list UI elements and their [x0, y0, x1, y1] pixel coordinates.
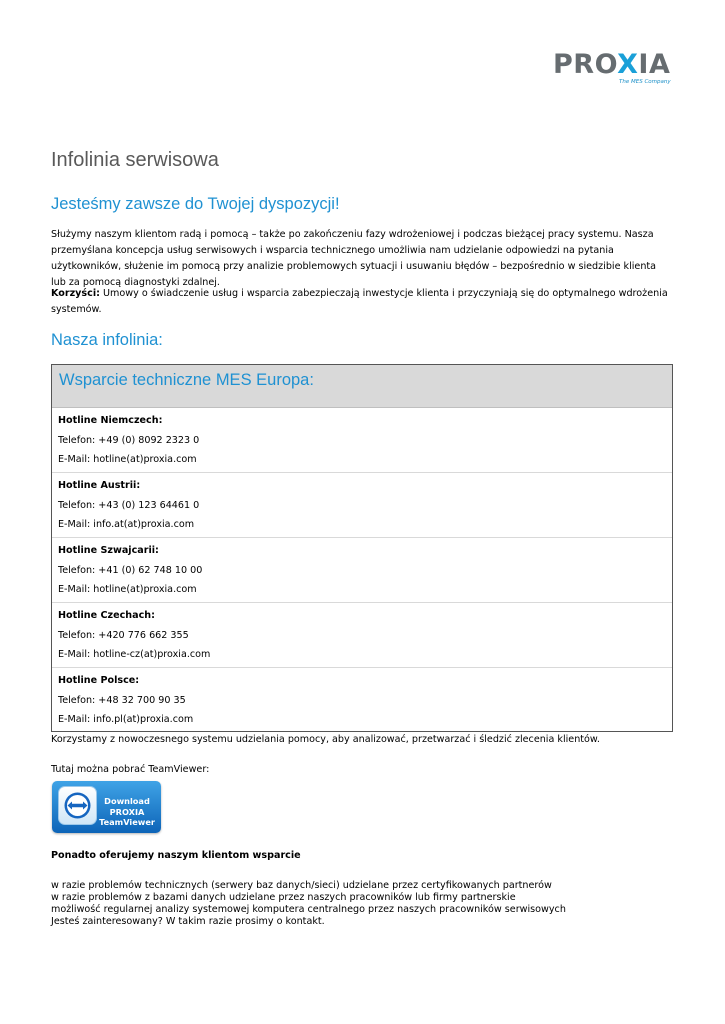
hotline-name: Hotline Czechach: — [58, 610, 155, 621]
hotline-name: Hotline Niemczech: — [58, 415, 163, 426]
page-subtitle: Jesteśmy zawsze do Twojej dyspozycji! — [51, 195, 340, 213]
hotline-name: Hotline Austrii: — [58, 480, 141, 491]
benefit-text: Umowy o świadczenie usług i wsparcia zabezpieczają inwestycje klienta i przyczyniają się do optymalnego wdrożenia systemów. — [51, 288, 668, 315]
hotline-phone: Telefon: +48 32 700 90 35 — [58, 694, 186, 706]
intro-paragraph: Służymy naszym klientom radą i pomocą – także po zakończeniu fazy wdrożeniowej i podczas bieżącej pracy systemu. Nasza przemyślana koncepcja usług serwisowych i wsparcia technicznego umożliwia nam udzielanie odpowiedzi na pytania użytkowników, służenie im pomocą przy analizie problemowych sytuacji i usuwaniu błędów – bezpośrednio w siedzibie klienta lub za pomocą diagnostyki zdalnej. — [51, 229, 657, 288]
hotline-phone: Telefon: +41 (0) 62 748 10 00 — [58, 564, 203, 576]
extra-support-item: możliwość regularnej analizy systemowej komputera centralnego przez naszych pracowników serwisowych — [51, 904, 566, 915]
extra-support-item: w razie problemów z bazami danych udzielane przez naszych pracowników lub firmy partnerskie — [51, 892, 516, 903]
hotline-austria — [52, 473, 672, 538]
hotline-germany — [52, 408, 672, 473]
hotline-poland — [52, 668, 672, 733]
proxia-logo — [553, 44, 673, 90]
hotline-switzerland — [52, 538, 672, 603]
logo-wordmark: PROXIA — [553, 49, 671, 80]
hotline-phone: Telefon: +420 776 662 355 — [58, 629, 189, 641]
hotline-name: Hotline Szwajcarii: — [58, 545, 159, 556]
hotline-phone: Telefon: +43 (0) 123 64461 0 — [58, 499, 200, 511]
hotline-email: E-Mail: info.pl(at)proxia.com — [58, 714, 194, 725]
hotline-email: E-Mail: hotline-cz(at)proxia.com — [58, 649, 211, 660]
hotline-phone: Telefon: +49 (0) 8092 2323 0 — [58, 434, 200, 446]
teamviewer-icon — [58, 786, 97, 825]
contact-invitation: Jesteś zainteresowany? W takim razie prosimy o kontakt. — [51, 916, 325, 927]
benefit-paragraph — [51, 286, 671, 318]
hotline-czechia — [52, 603, 672, 668]
hotline-email: E-Mail: info.at(at)proxia.com — [58, 519, 195, 530]
extra-support-heading: Ponadto oferujemy naszym klientom wsparcie — [51, 850, 301, 861]
teamviewer-prompt: Tutaj można pobrać TeamViewer: — [51, 764, 210, 775]
extra-support-item: w razie problemów technicznych (serwery baz danych/sieci) udzielane przez certyfikowanych partnerów — [51, 880, 552, 891]
teamviewer-button-label: Download PROXIA TeamViewer — [99, 796, 155, 827]
support-table — [51, 364, 673, 732]
ticketing-text: Korzystamy z nowoczesnego systemu udzielania pomocy, aby analizować, przetwarzać i śledzić zlecenia klientów. — [51, 734, 600, 745]
support-table-heading: Wsparcie techniczne MES Europa: — [52, 365, 672, 408]
hotline-email: E-Mail: hotline(at)proxia.com — [58, 454, 197, 465]
page-title: Infolinia serwisowa — [51, 149, 219, 171]
hotline-name: Hotline Polsce: — [58, 675, 140, 686]
benefit-label: Korzyści: — [51, 288, 100, 299]
hotline-email: E-Mail: hotline(at)proxia.com — [58, 584, 197, 595]
teamviewer-download-button[interactable] — [52, 781, 161, 833]
logo-tagline: The MES Company — [619, 79, 671, 85]
hotline-heading: Nasza infolinia: — [51, 331, 163, 349]
